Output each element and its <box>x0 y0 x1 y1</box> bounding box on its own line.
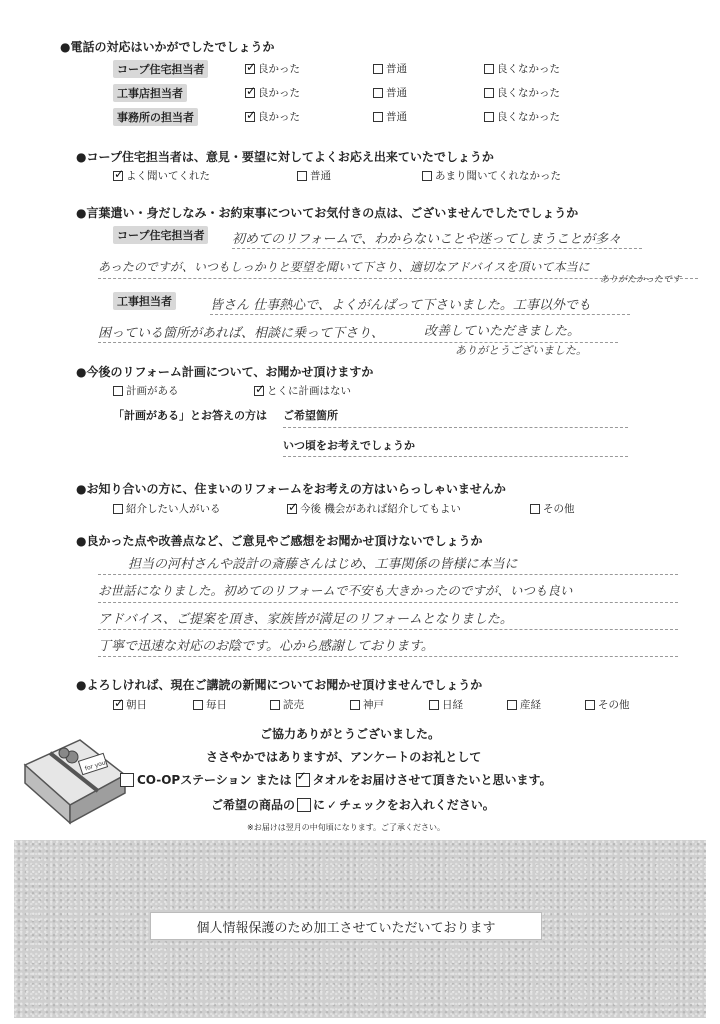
q4-sub-location: ご希望箇所 <box>283 409 338 422</box>
q6-title: ●良かった点や改善点など、ご意見やご感想をお聞かせ頂けないでしょうか <box>76 534 483 548</box>
q1-row2-label: 工事店担当者 <box>113 84 187 102</box>
q3-handwriting-4b: 改善していただきました。 <box>424 324 581 339</box>
checkbox[interactable] <box>270 700 280 710</box>
checkbox[interactable] <box>297 171 307 181</box>
check-mark-icon: ✓ <box>327 797 338 812</box>
q1-row2-opt1[interactable]: ✓ 良かった <box>245 85 300 100</box>
checkbox[interactable] <box>350 700 360 710</box>
gift-tag-text: for you <box>84 759 107 773</box>
checkbox[interactable] <box>585 700 595 710</box>
q2-title: ●コープ住宅担当者は、意見・要望に対してよくお応え出来ていたでしょうか <box>76 150 494 164</box>
q3-handwriting-4: 困っている箇所があれば、相談に乗って下さり、 <box>98 326 385 341</box>
delivery-note: ※お届けは翌月の中旬頃になります。ご了承ください。 <box>247 823 446 832</box>
q1-row1-opt1[interactable]: ✓ 良かった <box>245 61 300 76</box>
q1-row1-opt3[interactable]: 良くなかった <box>484 61 560 76</box>
q2-opt2[interactable]: 普通 <box>297 168 331 183</box>
privacy-notice: 個人情報保護のため加工させていただいております <box>150 912 542 940</box>
checkbox[interactable] <box>287 504 297 514</box>
q7-opt-other[interactable]: その他 <box>585 697 630 712</box>
q7-opt-nikkei[interactable]: 日経 <box>429 697 463 712</box>
checkbox[interactable] <box>373 64 383 74</box>
q4-opt1[interactable]: 計画がある <box>113 383 179 398</box>
checkbox[interactable] <box>113 386 123 396</box>
checkbox[interactable] <box>484 88 494 98</box>
q3-handwriting-3: 皆さん 仕事熱心で、よくがんばって下さいました。工事以外でも <box>210 298 591 313</box>
checkbox[interactable] <box>113 504 123 514</box>
checkbox[interactable] <box>422 171 432 181</box>
q6-handwriting-1: 担当の河村さんや設計の斎藤さんはじめ、工事関係の皆様に本当に <box>128 557 518 572</box>
thanks-line3: CO-OPステーション または ✓ タオル をお届けさせて頂きたいと思います。 <box>120 771 552 788</box>
q3-label-construction: 工事担当者 <box>113 292 176 310</box>
checkbox[interactable] <box>113 700 123 710</box>
q1-row3-opt1[interactable]: ✓ 良かった <box>245 109 300 124</box>
coop-station-checkbox[interactable] <box>120 773 134 787</box>
checkbox[interactable] <box>245 112 255 122</box>
q1-row3-opt2[interactable]: 普通 <box>373 109 407 124</box>
q7-title: ●よろしければ、現在ご講読の新聞についてお聞かせ頂けませんでしょうか <box>76 678 483 692</box>
q3-handwriting-5: ありがとうございました。 <box>455 344 587 357</box>
q4-sub-when: いつ頃をお考えでしょうか <box>283 439 415 452</box>
thanks-line4: ご希望の商品の に ✓ チェックをお入れください。 <box>211 797 495 812</box>
q1-row3-opt3[interactable]: 良くなかった <box>484 109 560 124</box>
q5-title: ●お知り合いの方に、住まいのリフォームをお考えの方はいらっしゃいませんか <box>76 482 506 496</box>
q6-handwriting-4: 丁寧で迅速な対応のお陰です。心から感謝しております。 <box>98 639 434 654</box>
q1-row2-opt2[interactable]: 普通 <box>373 85 407 100</box>
q4-sub-label: 「計画がある」とお答えの方は <box>113 409 267 422</box>
q6-handwriting-3: アドバイス、ご提案を頂き、家族皆が満足のリフォームとなりました。 <box>98 612 513 627</box>
q7-opt-sankei[interactable]: 産経 <box>507 697 541 712</box>
sample-checkbox <box>297 798 311 812</box>
checkbox[interactable] <box>429 700 439 710</box>
checkbox[interactable] <box>484 112 494 122</box>
q4-title: ●今後のリフォーム計画について、お聞かせ頂けますか <box>76 365 374 379</box>
q3-handwriting-2: あったのですが、いつもしっかりと要望を聞いて下さり、適切なアドバイスを頂いて本当に <box>98 260 590 274</box>
checkbox[interactable] <box>530 504 540 514</box>
q5-opt1[interactable]: 紹介したい人がいる <box>113 501 221 516</box>
checkbox[interactable] <box>113 171 123 181</box>
q6-handwriting-2: お世話になりました。初めてのリフォームで不安も大きかったのですが、いつも良い <box>98 583 573 598</box>
q3-handwriting-1: 初めてのリフォームで、わからないことや迷ってしまうことが多々 <box>232 232 622 247</box>
thanks-line1: ご協力ありがとうございました。 <box>260 727 441 741</box>
checkbox[interactable] <box>373 112 383 122</box>
checkbox[interactable] <box>245 88 255 98</box>
q2-opt1[interactable]: ✓ よく聞いてくれた <box>113 168 210 183</box>
towel-checkbox[interactable] <box>296 773 310 787</box>
checkbox[interactable] <box>245 64 255 74</box>
checkbox[interactable] <box>373 88 383 98</box>
checkbox[interactable] <box>484 64 494 74</box>
checkbox[interactable] <box>193 700 203 710</box>
gift-box-icon <box>20 735 130 830</box>
q7-opt-kobe[interactable]: 神戸 <box>350 697 384 712</box>
q7-opt-mainichi[interactable]: 毎日 <box>193 697 227 712</box>
q5-opt2[interactable]: ✓ 今後 機会があれば紹介してもよい <box>287 501 461 516</box>
q2-opt3[interactable]: あまり聞いてくれなかった <box>422 168 561 183</box>
q3-handwriting-2b: ありがたかったです <box>600 275 682 285</box>
q1-row1-opt2[interactable]: 普通 <box>373 61 407 76</box>
q4-opt2[interactable]: ✓ とくに計画はない <box>254 383 351 398</box>
q1-row2-opt3[interactable]: 良くなかった <box>484 85 560 100</box>
q3-label-coop: コープ住宅担当者 <box>113 226 208 244</box>
q5-opt3[interactable]: その他 <box>530 501 575 516</box>
q7-opt-asahi[interactable]: ✓ 朝日 <box>113 697 147 712</box>
checkbox[interactable] <box>254 386 264 396</box>
checkbox[interactable] <box>507 700 517 710</box>
q1-row3-label: 事務所の担当者 <box>113 108 198 126</box>
q7-opt-yomiuri[interactable]: 読売 <box>270 697 304 712</box>
thanks-line2: ささやかではありますが、アンケートのお礼として <box>206 750 482 764</box>
q3-title: ●言葉遣い・身だしなみ・お約束事についてお気付きの点は、ございませんでしたでしょうか <box>76 206 579 220</box>
q1-title: ●電話の対応はいかがでしたでしょうか <box>60 40 275 54</box>
q1-row1-label: コープ住宅担当者 <box>113 60 208 78</box>
